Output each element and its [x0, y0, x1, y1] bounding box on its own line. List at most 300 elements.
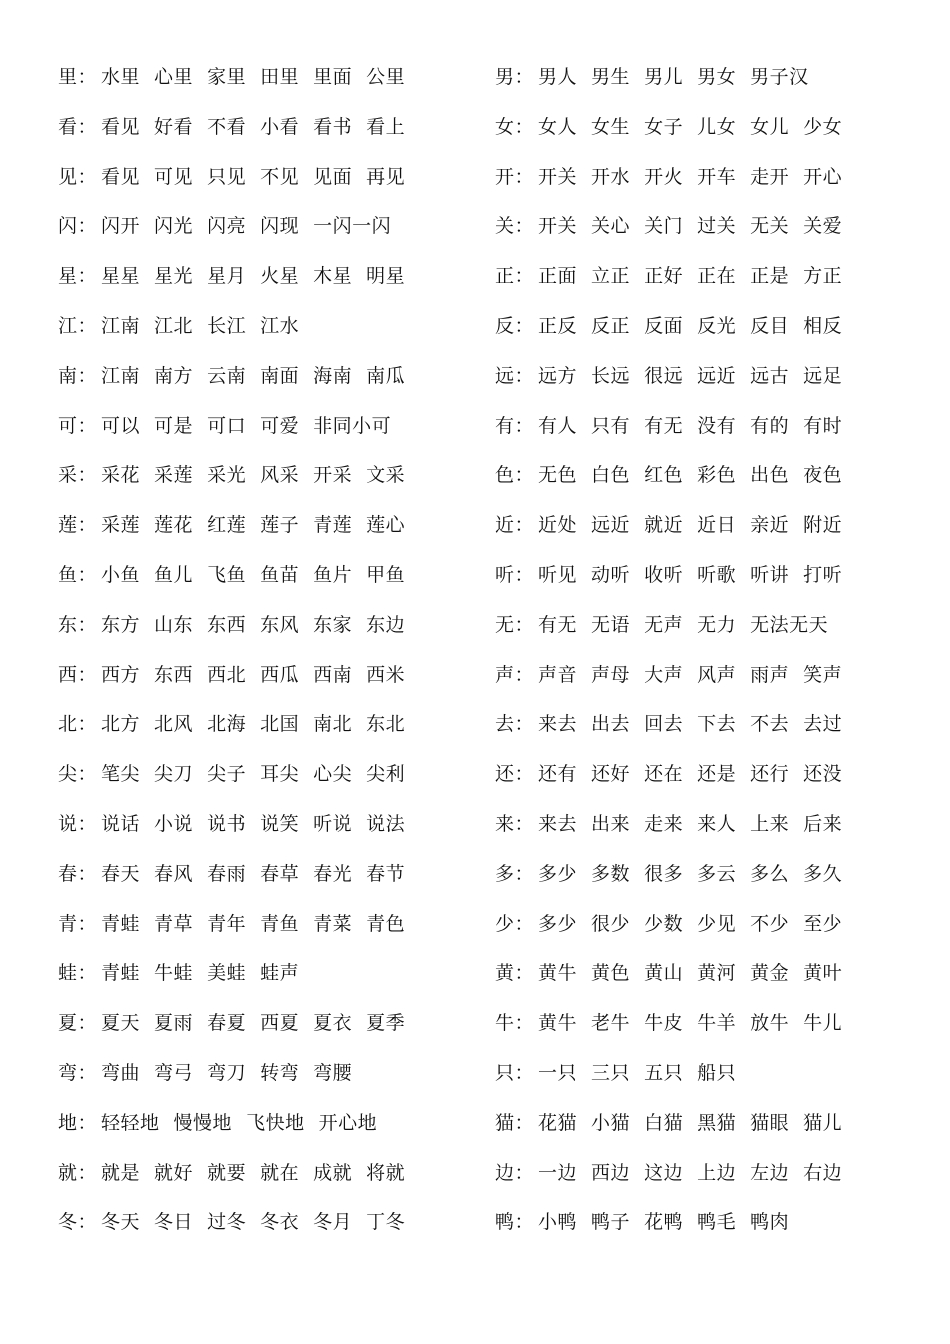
colon-separator: ：: [514, 165, 535, 188]
vocab-word: 牛羊: [697, 1012, 737, 1035]
vocab-word: 女儿: [750, 115, 790, 138]
vocab-row: [58, 501, 458, 551]
vocab-word: 很多: [644, 862, 684, 885]
vocab-word: 牛儿: [803, 1012, 843, 1035]
head-character: 说: [58, 812, 78, 835]
colon-separator: ：: [514, 215, 535, 238]
vocab-word: 江北: [154, 314, 194, 337]
vocab-word: 北国: [260, 713, 300, 736]
vocab-word: 五只: [644, 1061, 684, 1084]
vocab-word: 南瓜: [366, 364, 406, 387]
vocab-row: [495, 252, 915, 302]
vocab-word: 西瓜: [260, 663, 300, 686]
head-character: 夏: [58, 1012, 78, 1035]
head-character: 闪: [58, 215, 78, 238]
colon-separator: ：: [77, 962, 98, 985]
vocab-word: 西北: [207, 663, 247, 686]
vocab-word: 很少: [591, 912, 631, 935]
vocab-word: 就是: [101, 1161, 141, 1184]
vocab-word: 弯腰: [313, 1061, 353, 1084]
colon-separator: ：: [77, 663, 98, 686]
vocab-word: 文采: [366, 464, 406, 487]
vocab-word: 白猫: [644, 1111, 684, 1134]
vocab-word: 青色: [366, 912, 406, 935]
vocab-word: 采光: [207, 464, 247, 487]
vocab-row: [58, 700, 458, 750]
colon-separator: ：: [77, 763, 98, 786]
vocab-word: 男人: [538, 66, 578, 88]
vocab-word: 闪开: [101, 215, 141, 238]
vocab-word: 鱼儿: [154, 563, 194, 586]
vocab-word: 听说: [313, 812, 353, 835]
vocab-row: [58, 601, 458, 651]
vocab-word: 正在: [697, 265, 737, 288]
vocab-row: [58, 651, 458, 701]
vocab-word: 看上: [366, 115, 406, 138]
vocab-word: 开采: [313, 464, 353, 487]
colon-separator: ：: [514, 613, 535, 636]
vocab-word: 山东: [154, 613, 194, 636]
vocab-word: 无声: [644, 613, 684, 636]
colon-separator: ：: [514, 66, 535, 88]
vocab-word: 弯刀: [207, 1061, 247, 1084]
colon-separator: ：: [77, 464, 98, 487]
vocab-word: 反目: [750, 314, 790, 337]
vocab-word: 鱼苗: [260, 563, 300, 586]
vocab-word: 看书: [313, 115, 353, 138]
vocab-word: 可见: [154, 165, 194, 188]
head-character: 黄: [495, 962, 515, 985]
vocab-word: 冬衣: [260, 1211, 300, 1234]
head-character: 莲: [58, 514, 78, 537]
vocab-word: 青年: [207, 912, 247, 935]
vocab-word: 冬天: [101, 1211, 141, 1234]
vocab-word: 黄色: [591, 962, 631, 985]
head-character: 鱼: [58, 563, 78, 586]
head-character: 北: [58, 713, 78, 736]
vocab-word: 不看: [207, 115, 247, 138]
head-character: 可: [58, 414, 78, 437]
vocab-word: 小鱼: [101, 563, 141, 586]
colon-separator: ：: [77, 713, 98, 736]
head-character: 声: [495, 663, 515, 686]
vocab-word: 回去: [644, 713, 684, 736]
colon-separator: ：: [77, 1012, 98, 1035]
vocab-word: 春夏: [207, 1012, 247, 1035]
vocab-word: 声音: [538, 663, 578, 686]
vocab-word: 附近: [803, 514, 843, 537]
vocab-row: [495, 551, 915, 601]
vocab-word: 开水: [591, 165, 631, 188]
vocab-word: 无法无天: [750, 613, 829, 636]
colon-separator: ：: [514, 563, 535, 586]
vocab-row: [495, 153, 915, 203]
head-character: 还: [495, 763, 515, 786]
head-character: 东: [58, 613, 78, 636]
colon-separator: ：: [77, 514, 98, 537]
vocab-word: 关心: [591, 215, 631, 238]
vocab-word: 关门: [644, 215, 684, 238]
vocab-row: [58, 252, 458, 302]
vocab-row: [58, 900, 458, 950]
vocab-word: 东边: [366, 613, 406, 636]
vocab-word: 东风: [260, 613, 300, 636]
head-character: 就: [58, 1161, 78, 1184]
colon-separator: ：: [514, 812, 535, 835]
vocab-word: 少见: [697, 912, 737, 935]
vocab-word: 出来: [591, 812, 631, 835]
vocab-word: 长远: [591, 364, 631, 387]
vocab-word: 正面: [538, 265, 578, 288]
vocab-word: 男儿: [644, 66, 684, 88]
vocab-word: 出去: [591, 713, 631, 736]
colon-separator: ：: [514, 514, 535, 537]
vocab-row: [58, 800, 458, 850]
vocab-word: 彩色: [697, 464, 737, 487]
vocab-row: [495, 800, 915, 850]
vocab-word: 一只: [538, 1061, 578, 1084]
vocab-row: [495, 949, 915, 999]
head-character: 无: [495, 613, 515, 636]
vocab-word: 右边: [803, 1161, 843, 1184]
vocab-word: 莲子: [260, 514, 300, 537]
vocab-word: 开心: [803, 165, 843, 188]
vocab-word: 少女: [803, 115, 843, 138]
vocab-word: 尖刀: [154, 763, 194, 786]
vocab-word: 就好: [154, 1161, 194, 1184]
vocab-word: 走来: [644, 812, 684, 835]
vocab-word: 黄山: [644, 962, 684, 985]
head-character: 听: [495, 563, 515, 586]
vocab-word: 西南: [313, 663, 353, 686]
vocab-word: 有无: [644, 414, 684, 437]
vocab-word: 男生: [591, 66, 631, 88]
vocab-word: 黄牛: [538, 962, 578, 985]
colon-separator: ：: [77, 912, 98, 935]
vocab-word: 牛蛙: [154, 962, 194, 985]
vocab-word: 春天: [101, 862, 141, 885]
vocab-word: 尖利: [366, 763, 406, 786]
colon-separator: ：: [77, 265, 98, 288]
colon-separator: ：: [514, 912, 535, 935]
vocab-row: [58, 352, 458, 402]
head-character: 春: [58, 862, 78, 885]
colon-separator: ：: [77, 66, 98, 88]
vocab-word: 反正: [591, 314, 631, 337]
vocab-word: 西方: [101, 663, 141, 686]
colon-separator: ：: [77, 1211, 98, 1234]
colon-separator: ：: [514, 663, 535, 686]
vocab-word: 远古: [750, 364, 790, 387]
vocab-word: 好看: [154, 115, 194, 138]
vocab-word: 正反: [538, 314, 578, 337]
vocab-word: 可是: [154, 414, 194, 437]
vocab-word: 再见: [366, 165, 406, 188]
head-character: 多: [495, 862, 515, 885]
vocab-word: 看见: [101, 115, 141, 138]
vocab-word: 不去: [750, 713, 790, 736]
vocab-word: 看见: [101, 165, 141, 188]
vocab-word: 就近: [644, 514, 684, 537]
vocab-word: 明星: [366, 265, 406, 288]
vocab-word: 出色: [750, 464, 790, 487]
vocab-word: 黄叶: [803, 962, 843, 985]
vocab-word: 冬月: [313, 1211, 353, 1234]
head-character: 猫: [495, 1111, 515, 1134]
vocab-word: 多久: [803, 862, 843, 885]
vocab-word: 红色: [644, 464, 684, 487]
colon-separator: ：: [514, 1111, 535, 1134]
vocab-word: 青草: [154, 912, 194, 935]
colon-separator: ：: [514, 763, 535, 786]
vocab-word: 鸭子: [591, 1211, 631, 1234]
vocab-word: 只见: [207, 165, 247, 188]
vocab-word: 采莲: [154, 464, 194, 487]
vocab-word: 笔尖: [101, 763, 141, 786]
head-character: 只: [495, 1061, 515, 1084]
vocab-word: 小说: [154, 812, 194, 835]
vocab-word: 转弯: [260, 1061, 300, 1084]
vocab-word: 风采: [260, 464, 300, 487]
vocab-word: 亲近: [750, 514, 790, 537]
colon-separator: ：: [514, 962, 535, 985]
vocab-row: [495, 451, 915, 501]
vocab-word: 多数: [591, 862, 631, 885]
vocab-word: 青菜: [313, 912, 353, 935]
vocab-word: 飞快地: [246, 1111, 305, 1134]
vocab-word: 江水: [260, 314, 300, 337]
head-character: 开: [495, 165, 515, 188]
colon-separator: ：: [77, 613, 98, 636]
head-character: 弯: [58, 1061, 78, 1084]
colon-separator: ：: [514, 1211, 535, 1234]
vocab-word: 耳尖: [260, 763, 300, 786]
vocab-word: 白色: [591, 464, 631, 487]
head-character: 牛: [495, 1012, 515, 1035]
vocab-word: 多少: [538, 912, 578, 935]
vocab-word: 放牛: [750, 1012, 790, 1035]
vocab-word: 左边: [750, 1161, 790, 1184]
colon-separator: ：: [514, 713, 535, 736]
vocab-row: [58, 1198, 458, 1248]
vocab-word: 远足: [803, 364, 843, 387]
vocab-word: 听歌: [697, 563, 737, 586]
vocab-word: 夏天: [101, 1012, 141, 1035]
vocab-word: 少数: [644, 912, 684, 935]
vocab-word: 闪现: [260, 215, 300, 238]
colon-separator: ：: [514, 414, 535, 437]
vocab-row: [495, 501, 915, 551]
head-character: 星: [58, 265, 78, 288]
colon-separator: ：: [77, 414, 98, 437]
vocab-word: 女人: [538, 115, 578, 138]
vocab-word: 反面: [644, 314, 684, 337]
vocab-word: 雨声: [750, 663, 790, 686]
vocab-word: 还好: [591, 763, 631, 786]
vocab-word: 船只: [697, 1061, 737, 1084]
vocab-word: 远方: [538, 364, 578, 387]
vocab-word: 花鸭: [644, 1211, 684, 1234]
vocab-word: 打听: [803, 563, 843, 586]
vocab-word: 远近: [591, 514, 631, 537]
vocab-word: 多么: [750, 862, 790, 885]
vocab-word: 夏季: [366, 1012, 406, 1035]
vocab-word: 见面: [313, 165, 353, 188]
colon-separator: ：: [77, 314, 98, 337]
vocab-word: 听见: [538, 563, 578, 586]
vocab-word: 正是: [750, 265, 790, 288]
vocab-word: 春光: [313, 862, 353, 885]
vocab-word: 心里: [154, 66, 194, 88]
vocab-word: 星星: [101, 265, 141, 288]
colon-separator: ：: [77, 563, 98, 586]
vocab-word: 夏雨: [154, 1012, 194, 1035]
vocab-word: 上来: [750, 812, 790, 835]
vocab-word: 家里: [207, 66, 247, 88]
vocab-row: [58, 949, 458, 999]
head-character: 西: [58, 663, 78, 686]
colon-separator: ：: [77, 215, 98, 238]
vocab-word: 水里: [101, 66, 141, 88]
head-character: 少: [495, 912, 515, 935]
vocab-word: 开心地: [318, 1111, 378, 1134]
vocab-word: 来去: [538, 812, 578, 835]
vocab-word: 夜色: [803, 464, 843, 487]
vocab-word: 鱼片: [313, 563, 353, 586]
colon-separator: ：: [77, 165, 98, 188]
head-character: 江: [58, 314, 78, 337]
colon-separator: ：: [77, 1161, 98, 1184]
vocab-word: 不少: [750, 912, 790, 935]
head-character: 有: [495, 414, 515, 437]
head-character: 远: [495, 364, 515, 387]
vocab-word: 东家: [313, 613, 353, 636]
head-character: 青: [58, 912, 78, 935]
vocab-row: [58, 1049, 458, 1099]
vocab-word: 下去: [697, 713, 737, 736]
vocab-word: 东西: [207, 613, 247, 636]
vocab-word: 春风: [154, 862, 194, 885]
vocab-word: 夏衣: [313, 1012, 353, 1035]
head-character: 反: [495, 314, 515, 337]
colon-separator: ：: [77, 115, 98, 138]
vocab-word: 闪光: [154, 215, 194, 238]
vocab-row: [495, 700, 915, 750]
head-character: 正: [495, 265, 515, 288]
vocab-row: [58, 750, 458, 800]
vocab-word: 这边: [644, 1161, 684, 1184]
vocab-row: [58, 202, 458, 252]
vocab-word: 三只: [591, 1061, 631, 1084]
vocab-word: 火星: [260, 265, 300, 288]
vocab-word: 还是: [697, 763, 737, 786]
vocab-word: 老牛: [591, 1012, 631, 1035]
head-character: 女: [495, 115, 515, 138]
head-character: 关: [495, 215, 515, 238]
colon-separator: ：: [514, 115, 535, 138]
vocab-word: 丁冬: [366, 1211, 406, 1234]
head-character: 近: [495, 514, 515, 537]
vocab-word: 轻轻地: [101, 1111, 160, 1134]
vocab-row: [495, 1099, 915, 1149]
vocab-word: 黄河: [697, 962, 737, 985]
head-character: 尖: [58, 763, 78, 786]
vocab-word: 将就: [366, 1161, 406, 1184]
vocab-word: 无力: [697, 613, 737, 636]
vocab-row: [58, 999, 458, 1049]
vocab-word: 闪亮: [207, 215, 247, 238]
vocab-word: 立正: [591, 265, 631, 288]
head-character: 冬: [58, 1211, 78, 1234]
vocab-word: 多云: [697, 862, 737, 885]
right-column: [495, 53, 915, 1248]
vocab-word: 有的: [750, 414, 790, 437]
colon-separator: ：: [77, 1111, 98, 1134]
vocab-row: [58, 53, 458, 103]
vocab-word: 海南: [313, 364, 353, 387]
vocab-word: 木星: [313, 265, 353, 288]
vocab-word: 有人: [538, 414, 578, 437]
vocab-row: [495, 352, 915, 402]
vocab-word: 动听: [591, 563, 631, 586]
vocab-row: [495, 103, 915, 153]
colon-separator: ：: [77, 364, 98, 387]
vocab-word: 说话: [101, 812, 141, 835]
vocab-row: [58, 551, 458, 601]
vocab-word: 上边: [697, 1161, 737, 1184]
vocab-word: 青莲: [313, 514, 353, 537]
vocab-word: 反光: [697, 314, 737, 337]
vocab-word: 至少: [803, 912, 843, 935]
colon-separator: ：: [77, 812, 98, 835]
vocab-word: 蛙声: [260, 962, 300, 985]
vocab-word: 黑猫: [697, 1111, 737, 1134]
vocab-word: 去过: [803, 713, 843, 736]
vocab-word: 春节: [366, 862, 406, 885]
vocab-word: 说笑: [260, 812, 300, 835]
vocab-word: 西夏: [260, 1012, 300, 1035]
head-character: 南: [58, 364, 78, 387]
vocab-word: 鸭毛: [697, 1211, 737, 1234]
vocab-word: 正好: [644, 265, 684, 288]
colon-separator: ：: [514, 314, 535, 337]
colon-separator: ：: [514, 1161, 535, 1184]
vocab-word: 小鸭: [538, 1211, 578, 1234]
vocab-word: 东方: [101, 613, 141, 636]
vocab-word: 西边: [591, 1161, 631, 1184]
head-character: 边: [495, 1161, 515, 1184]
vocab-word: 弯曲: [101, 1061, 141, 1084]
vocab-word: 采莲: [101, 514, 141, 537]
vocab-word: 开关: [538, 165, 578, 188]
vocab-word: 一边: [538, 1161, 578, 1184]
vocab-row: [495, 750, 915, 800]
vocab-word: 相反: [803, 314, 843, 337]
vocab-word: 来人: [697, 812, 737, 835]
colon-separator: ：: [514, 364, 535, 387]
vocab-word: 开车: [697, 165, 737, 188]
vocab-word: 小猫: [591, 1111, 631, 1134]
vocab-word: 开火: [644, 165, 684, 188]
vocab-row: [58, 1149, 458, 1199]
vocab-word: 说法: [366, 812, 406, 835]
vocab-word: 花猫: [538, 1111, 578, 1134]
vocab-word: 方正: [803, 265, 843, 288]
vocab-row: [495, 1049, 915, 1099]
vocab-word: 多少: [538, 862, 578, 885]
vocab-word: 弯弓: [154, 1061, 194, 1084]
colon-separator: ：: [77, 1061, 98, 1084]
